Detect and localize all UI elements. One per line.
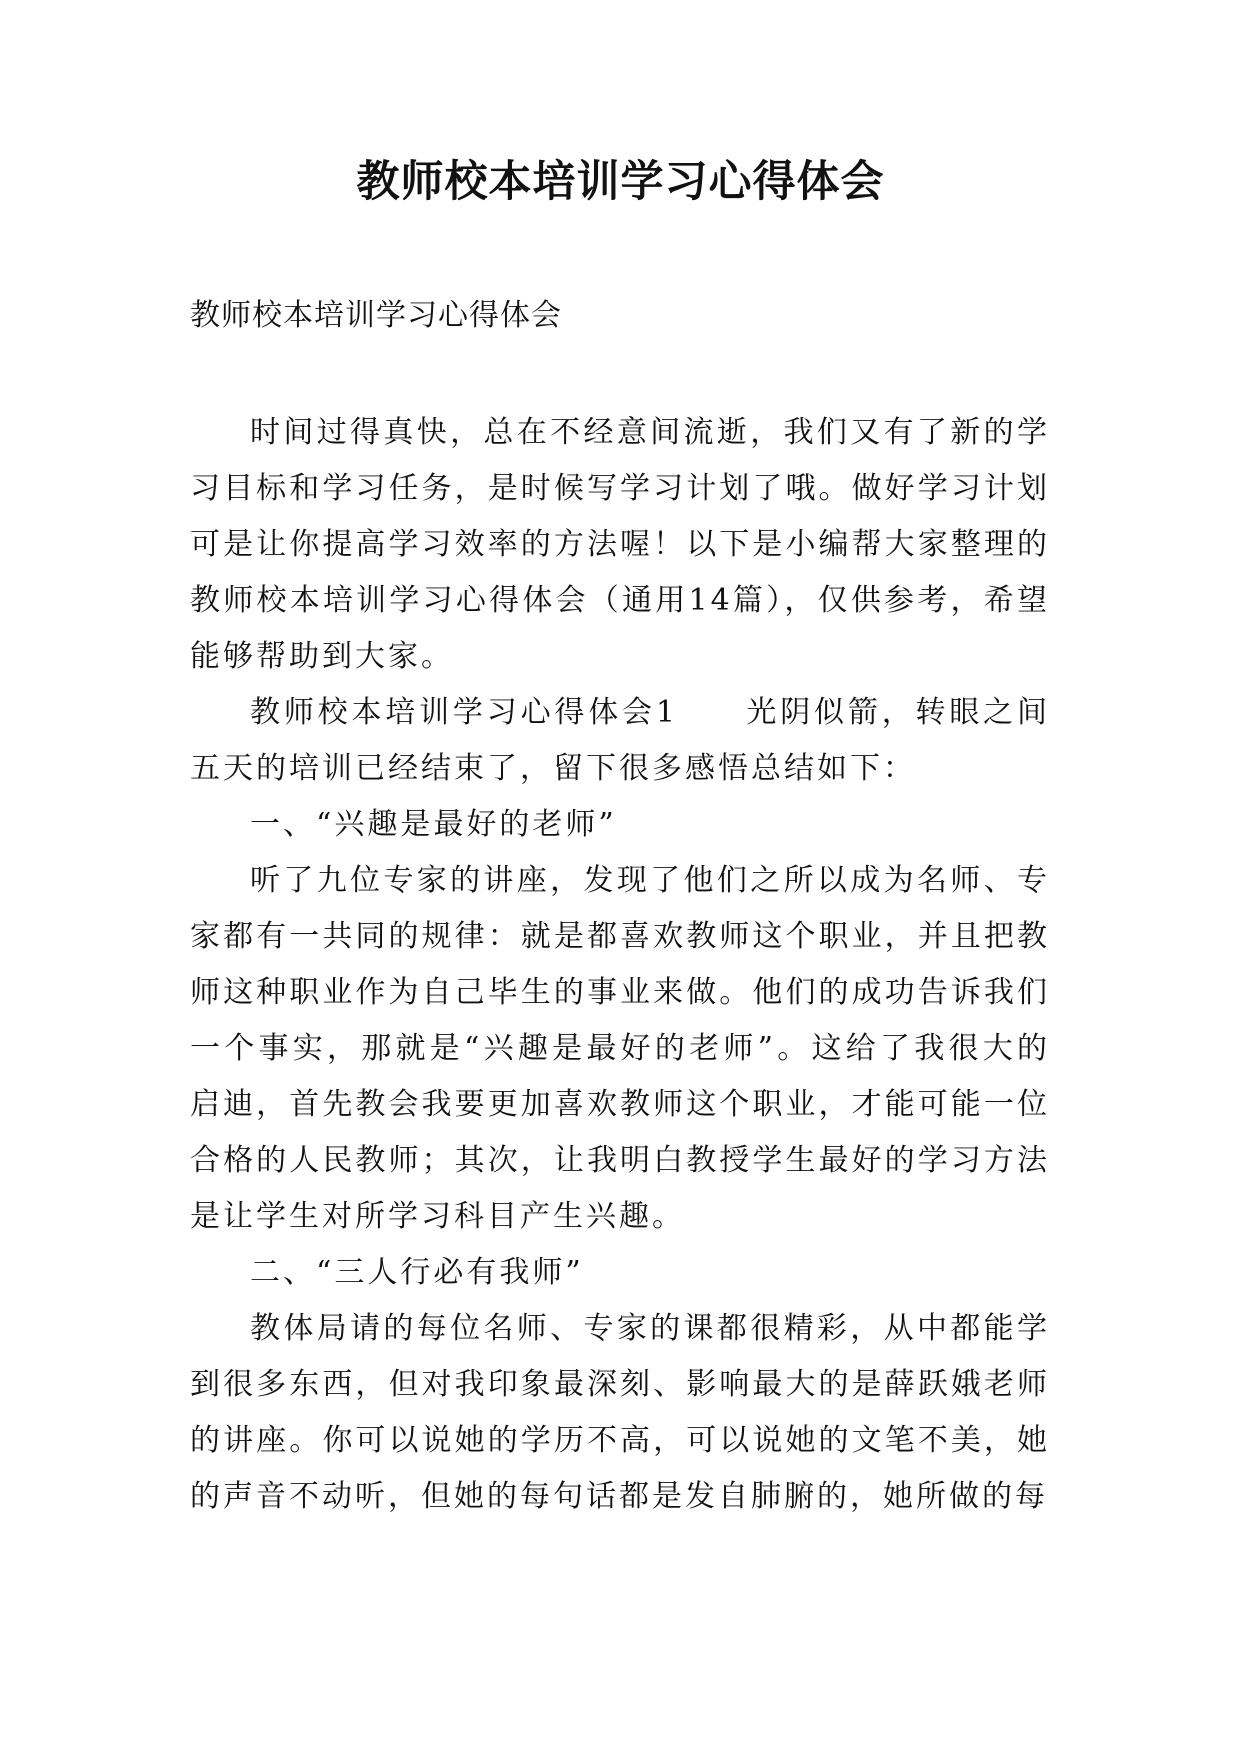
paragraph-section-1: 教师校本培训学习心得体会1 光阴似箭，转眼之间五天的培训已经结束了，留下很多感悟总结如下： bbox=[190, 695, 1050, 786]
heading-interest: 一、“兴趣是最好的老师” bbox=[250, 807, 617, 842]
paragraph-three-people: 教体局请的每位名师、专家的课都很精彩，从中都能学到很多东西，但对我印象最深刻、影响最大的是薛跃娥老师的讲座。你可以说她的学历不高，可以说她的文笔不美，她的声音不动听，但她的每句话都是发自肺腑的，她所做的每 bbox=[190, 1311, 1050, 1514]
document-title: 教师校本培训学习心得体会 bbox=[356, 157, 885, 207]
heading-three-people: 二、“三人行必有我师” bbox=[250, 1255, 584, 1290]
document-body bbox=[190, 405, 1050, 1525]
paragraph-interest: 听了九位专家的讲座，发现了他们之所以成为名师、专家都有一共同的规律：就是都喜欢教师这个职业，并且把教师这种职业作为自己毕生的事业来做。他们的成功告诉我们一个事实，那就是“兴趣是最好的老师”。这给了我很大的启迪，首先教会我要更加喜欢教师这个职业，才能可能一位合格的人民教师；其次，让我明白教授学生最好的学习方法是让学生对所学习科目产生兴趣。 bbox=[190, 863, 1050, 1234]
paragraph-intro: 时间过得真快，总在不经意间流逝，我们又有了新的学习目标和学习任务，是时候写学习计划了哦。做好学习计划可是让你提高学习效率的方法喔！以下是小编帮大家整理的教师校本培训学习心得体会（通用14篇），仅供参考，希望能够帮助到大家。 bbox=[190, 415, 1050, 674]
document-subtitle: 教师校本培训学习心得体会 bbox=[190, 298, 562, 333]
